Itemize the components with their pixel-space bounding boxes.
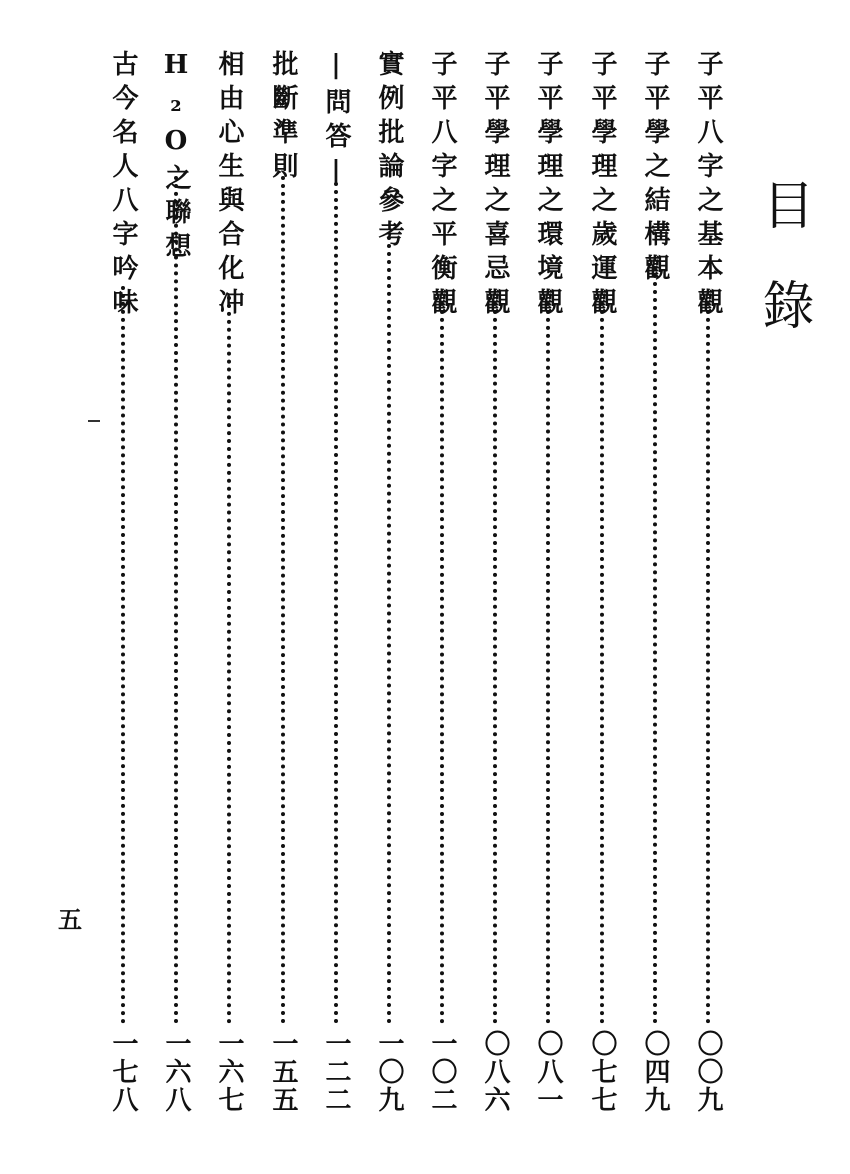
toc-entry-page: 〇八一 bbox=[533, 1030, 563, 1114]
toc-entry[interactable] bbox=[268, 50, 298, 1130]
toc-entry-title: 子平學理之環境觀 bbox=[533, 50, 563, 322]
dot-leader bbox=[227, 296, 231, 1024]
page-number: 五 bbox=[58, 905, 82, 934]
toc-entry-page: 〇七七 bbox=[587, 1030, 617, 1114]
toc-title: 目錄 bbox=[753, 178, 813, 378]
dot-leader bbox=[334, 182, 338, 1024]
toc-entry-title: 實例批論參考 bbox=[374, 50, 404, 254]
toc-entry[interactable] bbox=[321, 50, 351, 1130]
toc-entry-page: 一六八 bbox=[161, 1030, 191, 1114]
toc-entry[interactable] bbox=[214, 50, 244, 1130]
toc-entry-page: 〇八六 bbox=[480, 1030, 510, 1114]
toc-entry[interactable] bbox=[161, 50, 191, 1130]
dot-leader bbox=[281, 176, 285, 1024]
dot-leader bbox=[387, 236, 391, 1024]
toc-entry-title: 子平學理之喜忌觀 bbox=[480, 50, 510, 322]
toc-entry-page: 一五五 bbox=[268, 1030, 298, 1114]
toc-entry-page: 一二二 bbox=[321, 1030, 351, 1114]
toc-entry[interactable] bbox=[640, 50, 670, 1130]
toc-entry[interactable] bbox=[693, 50, 723, 1130]
toc-entry[interactable] bbox=[374, 50, 404, 1130]
dot-leader bbox=[706, 302, 710, 1024]
toc-entry-page: 一〇九 bbox=[374, 1030, 404, 1114]
toc-entry-title: H₂O之聯想 bbox=[161, 50, 191, 266]
toc-entry-title: 子平學理之歲運觀 bbox=[587, 50, 617, 322]
toc-entry-title: 相由心生與合化冲 bbox=[214, 50, 244, 322]
toc-entry-page: 〇四九 bbox=[640, 1030, 670, 1114]
dot-leader bbox=[600, 302, 604, 1024]
toc-entry-title: 子平學之結構觀 bbox=[640, 50, 670, 288]
toc-entry-page: 一六七 bbox=[214, 1030, 244, 1114]
toc-entry-title: 子平八字之基本觀 bbox=[693, 50, 723, 322]
toc-entry[interactable] bbox=[533, 50, 563, 1130]
margin-mark bbox=[88, 420, 100, 422]
toc-entry[interactable] bbox=[480, 50, 510, 1130]
toc-entry-title: 古今名人八字吟味 bbox=[108, 50, 138, 322]
dot-leader bbox=[174, 176, 178, 1024]
toc-entry[interactable] bbox=[427, 50, 457, 1130]
toc-entry-page: 一〇二 bbox=[427, 1030, 457, 1114]
dot-leader bbox=[440, 302, 444, 1024]
toc-entry-title: 子平八字之平衡觀 bbox=[427, 50, 457, 322]
toc-entry-title: |問答| bbox=[321, 50, 351, 194]
dot-leader bbox=[493, 302, 497, 1024]
toc-entry-page: 〇〇九 bbox=[693, 1030, 723, 1114]
dot-leader bbox=[546, 302, 550, 1024]
dot-leader bbox=[121, 286, 125, 1024]
toc-entry-page: 一七八 bbox=[108, 1030, 138, 1114]
dot-leader bbox=[653, 266, 657, 1024]
toc-entry[interactable] bbox=[587, 50, 617, 1130]
toc-entry[interactable] bbox=[108, 50, 138, 1130]
toc-entry-title: 批斷準則 bbox=[268, 50, 298, 186]
